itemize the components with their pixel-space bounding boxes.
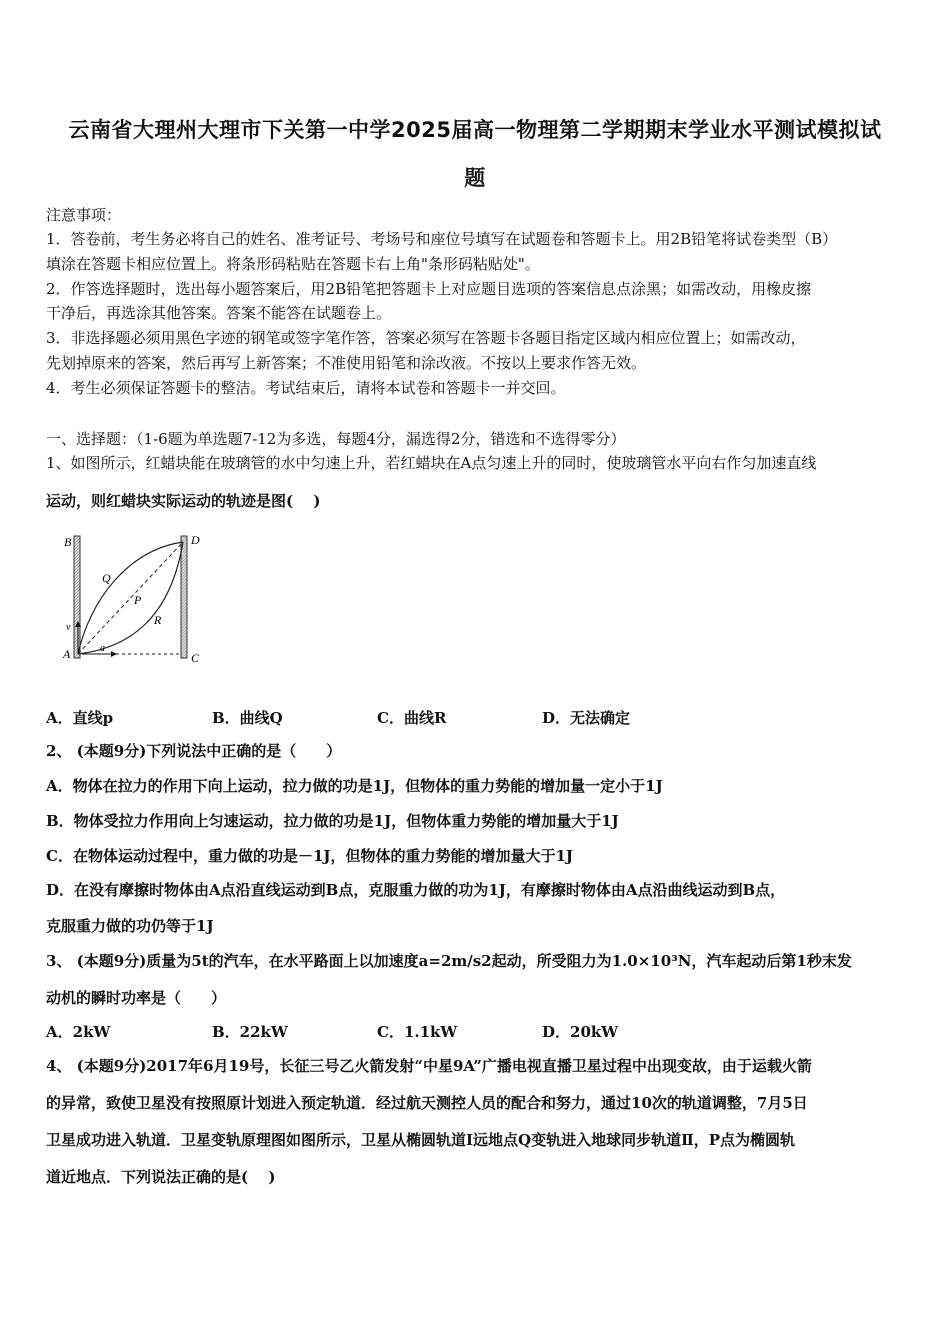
label-c: C	[191, 651, 200, 665]
notice-line: 1．答卷前，考生务必将自己的姓名、准考证号、考场号和座位号填写在试题卷和答题卡上。用2B铅笔将试卷类型（B）	[46, 230, 838, 248]
page-title-continued: 题	[464, 166, 486, 190]
q4-stem-line3: 卫星成功进入轨道．卫星变轨原理图如图所示，卫星从椭圆轨道Ⅰ远地点Q变轨进入地球同步轨道Ⅱ，P点为椭圆轨	[46, 1131, 796, 1149]
line-p	[78, 542, 183, 654]
notice-line: 先划掉原来的答案，然后再写上新答案；不准使用铅笔和涂改液。不按以上要求作答无效。	[46, 354, 647, 372]
q1-option-c: C．曲线R	[377, 709, 447, 727]
q4-stem: 4、 (本题9分)2017年6月19号，长征三号乙火箭发射“中星9A”广播电视直播卫星过程中出现变故，由于运载火箭	[46, 1057, 812, 1075]
q2-option-d: D．在没有摩擦时物体由A点沿直线运动到B点，克服重力做的功为1J，有摩擦时物体由A点沿曲线运动到B点，	[46, 881, 786, 899]
label-v: v	[66, 622, 71, 633]
right-tube	[181, 536, 187, 658]
q1-option-d: D．无法确定	[542, 709, 631, 727]
label-q: Q	[102, 571, 111, 585]
q1-stem-continued: 运动，则红蜡块实际运动的轨迹是图( )	[46, 492, 321, 510]
q1-option-a: A．直线p	[46, 709, 114, 727]
q3-option-a: A．2kW	[46, 1023, 111, 1041]
q2-option-c: C．在物体运动过程中，重力做的功是－1J，但物体的重力势能的增加量大于1J	[46, 847, 574, 865]
notice-line: 干净后，再选涂其他答案。答案不能答在试题卷上。	[46, 304, 392, 322]
notice-line: 填涂在答题卡相应位置上。将条形码粘贴在答题卡右上角"条形码粘贴处"。	[46, 255, 540, 273]
q3-option-b: B．22kW	[212, 1023, 288, 1041]
label-a-accel: a	[100, 643, 105, 654]
q2-option-a: A．物体在拉力的作用下向上运动，拉力做的功是1J，但物体的重力势能的增加量一定小于1J	[46, 777, 663, 795]
q3-stem-continued: 动机的瞬时功率是（ ）	[46, 989, 227, 1007]
label-b: B	[64, 535, 72, 549]
notice-line: 2．作答选择题时，选出每小题答案后，用2B铅笔把答题卡上对应题目选项的答案信息点涂黑；如需改动，用橡皮擦	[46, 280, 812, 298]
q1-stem: 1、如图所示，红蜡块能在玻璃管的水中匀速上升，若红蜡块在A点匀速上升的同时，使玻璃管水平向右作匀加速直线	[46, 454, 817, 472]
notice-line: 3．非选择题必须用黑色字迹的钢笔或签字笔作答，答案必须写在答题卡各题目指定区域内相应位置上；如需改动，	[46, 329, 806, 347]
q4-stem-line4: 道近地点．下列说法正确的是( )	[46, 1168, 276, 1186]
left-tube	[74, 536, 80, 658]
q3-option-c: C．1.1kW	[377, 1023, 458, 1041]
q2-option-d-continued: 克服重力做的功仍等于1J	[46, 917, 214, 935]
q2-stem: 2、 (本题9分)下列说法中正确的是（ ）	[46, 742, 342, 760]
label-d: D	[191, 533, 200, 547]
q3-stem: 3、 (本题9分)质量为5t的汽车，在水平路面上以加速度a=2m/s2起动，所受阻力为1.0×10³N，汽车起动后第1秒末发	[46, 952, 852, 970]
label-r: R	[154, 613, 162, 627]
notice-line: 4．考生必须保证答题卡的整洁。考试结束后，请将本试卷和答题卡一并交回。	[46, 379, 566, 397]
q3-option-d: D．20kW	[542, 1023, 619, 1041]
q4-stem-line2: 的异常，致使卫星没有按照原计划进入预定轨道．经过航天测控人员的配合和努力，通过10次的轨道调整，7月5日	[46, 1094, 808, 1112]
q1-option-b: B．曲线Q	[212, 709, 283, 727]
page-title: 云南省大理州大理市下关第一中学2025届高一物理第二学期期末学业水平测试模拟试	[68, 118, 882, 142]
q1-figure	[58, 530, 208, 670]
label-a-point: A	[63, 647, 71, 661]
q2-option-b: B．物体受拉力作用向上匀速运动，拉力做的功是1J，但物体重力势能的增加量大于1J	[46, 812, 619, 830]
label-p: P	[134, 593, 142, 607]
section-heading: 一、选择题：（1-6题为单选题7-12为多选，每题4分，漏选得2分，错选和不选得零分）	[46, 430, 626, 448]
notice-heading: 注意事项：	[46, 206, 122, 224]
